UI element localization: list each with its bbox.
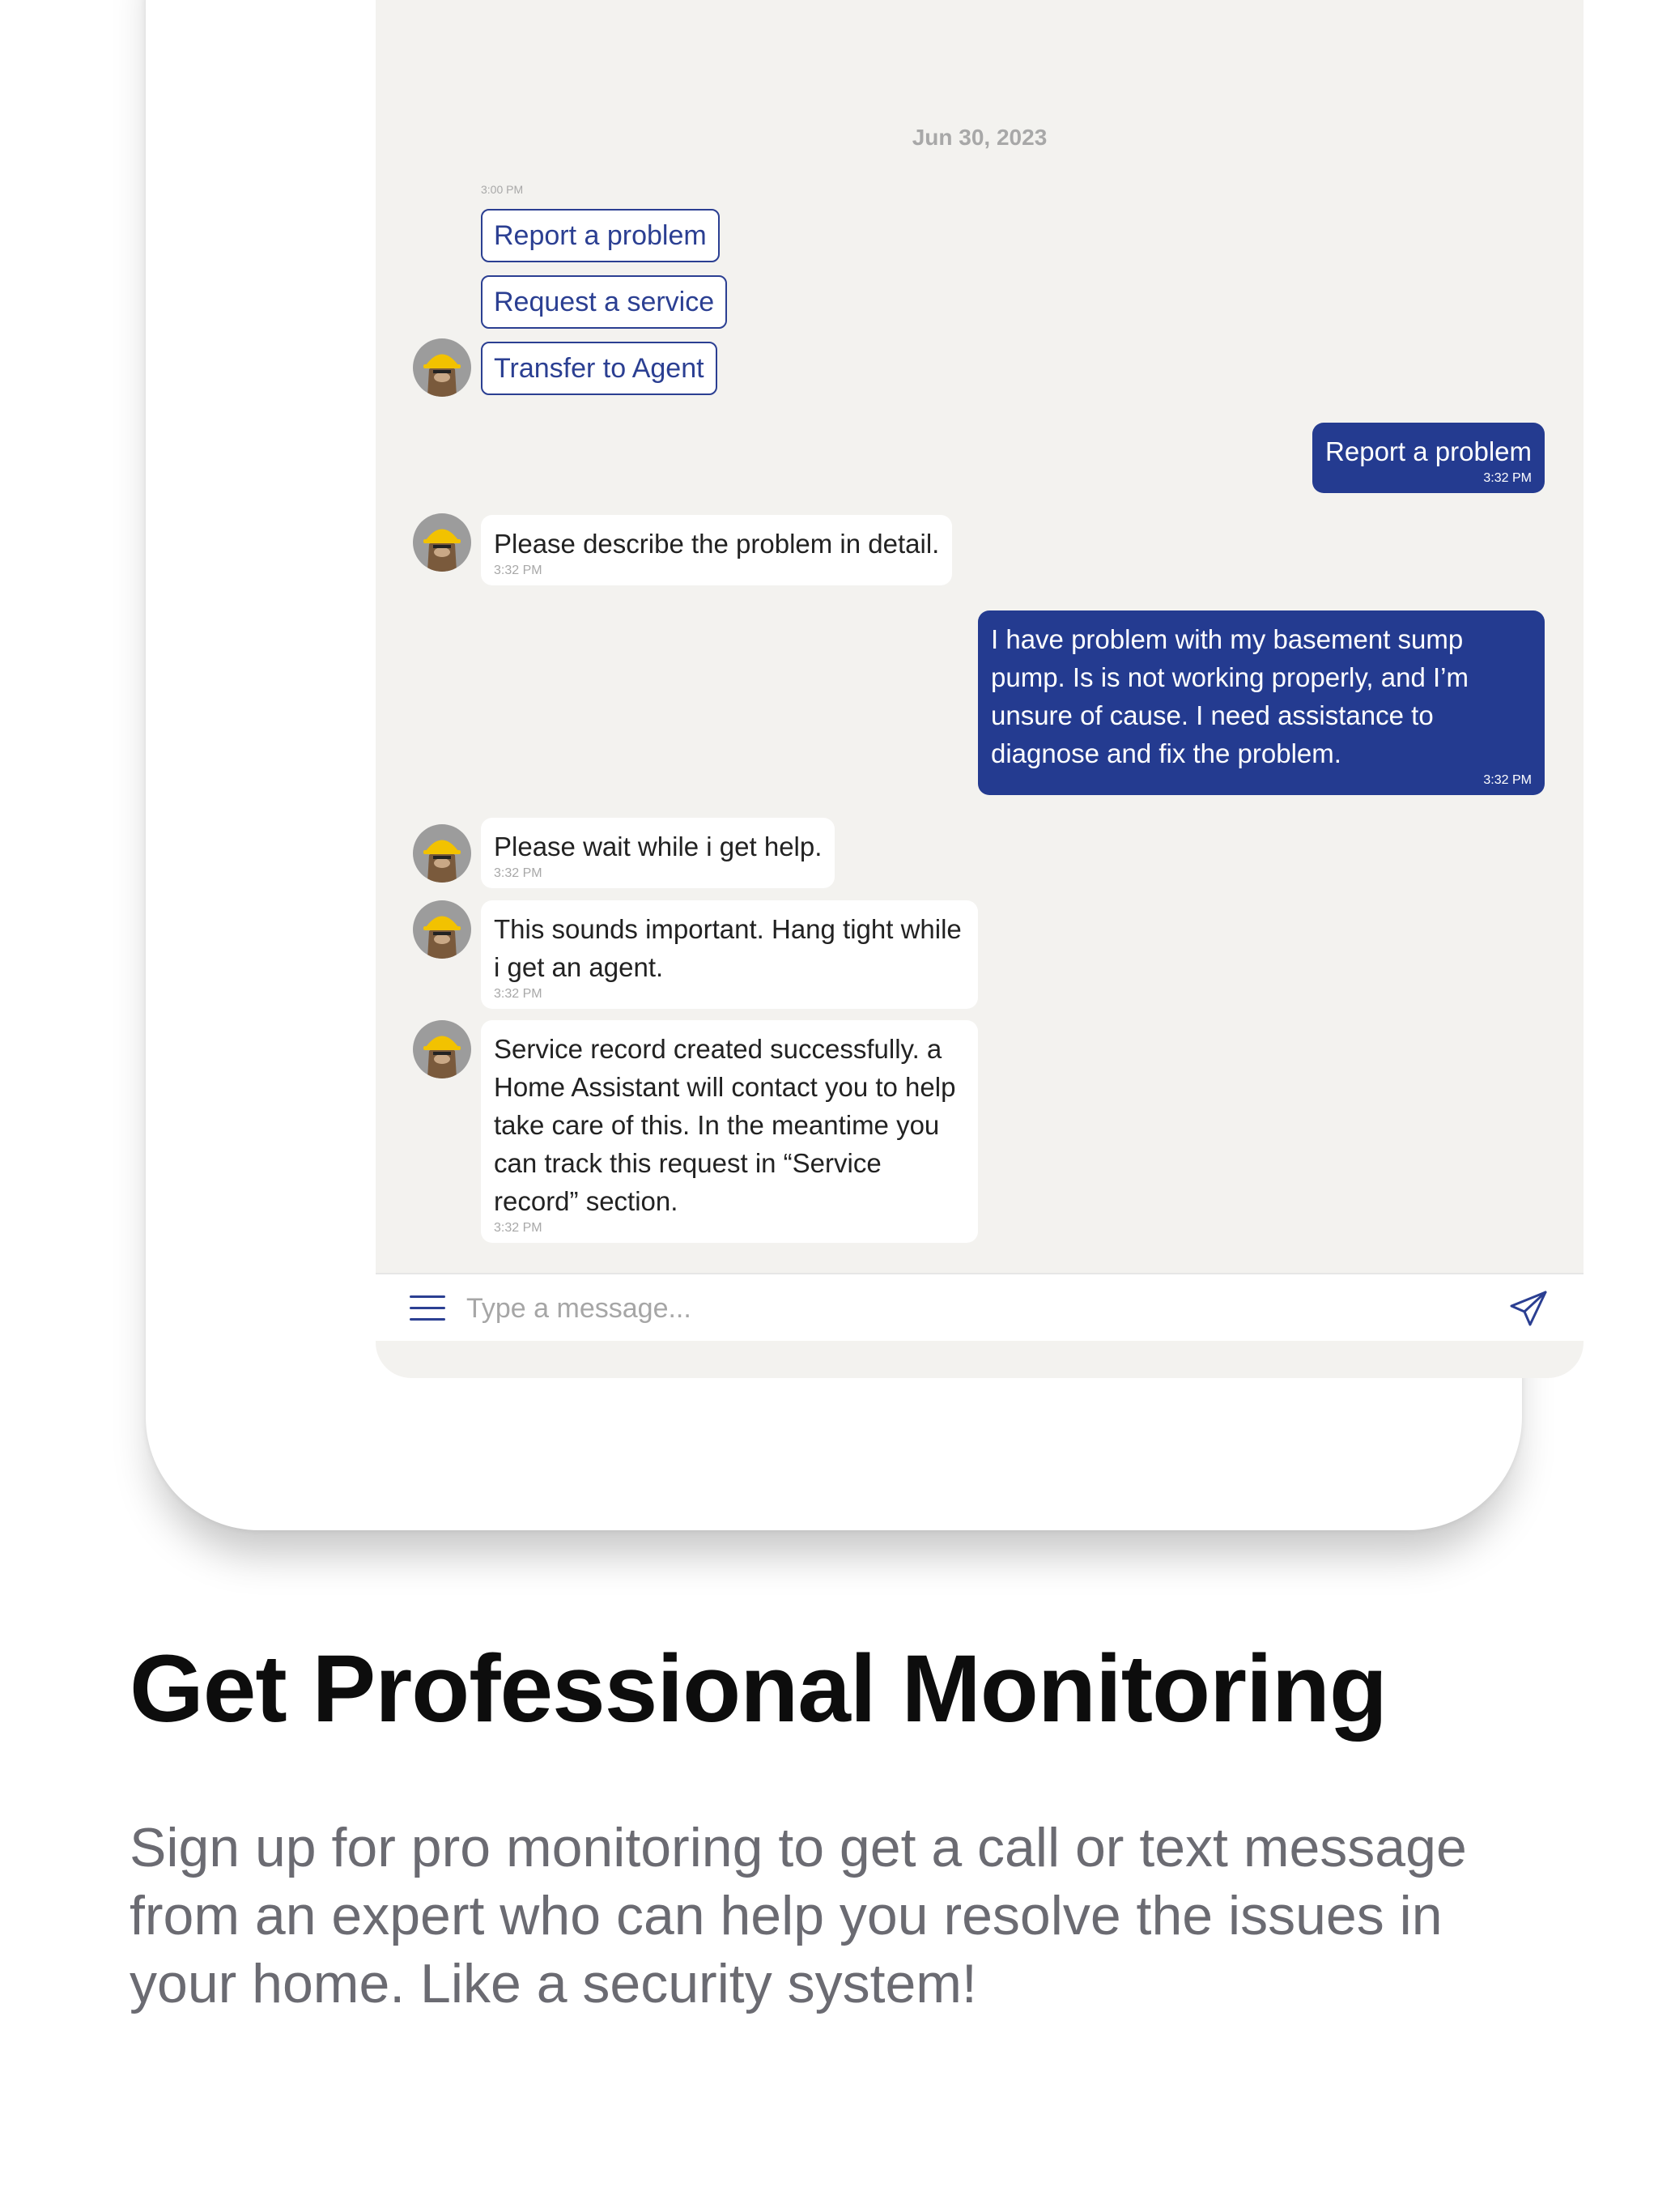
message-timestamp: 3:32 PM [494,866,542,880]
incoming-message [481,900,978,1009]
tablet-frame [146,0,1532,1530]
message-input[interactable] [465,1284,1439,1333]
message-composer [376,1273,1584,1341]
hardhat-bot-icon [413,824,471,883]
outgoing-message [978,610,1545,795]
report-problem-button[interactable]: Report a problem [481,209,720,262]
outgoing-message [1312,423,1545,493]
message-text: Please describe the problem in detail. [494,529,940,559]
message-timestamp: 3:32 PM [494,564,542,577]
request-service-button[interactable]: Request a service [481,275,727,329]
incoming-message [481,515,952,585]
message-text: This sounds important. Hang tight while i get an agent. [494,914,962,982]
promo-description: Sign up for pro monitoring to get a call or text message from an expert who can help you resolve the issues in your home. Like a security system! [130,1817,1467,2014]
bot-avatar [413,900,471,959]
promo-headline: Get Professional Monitoring [130,1636,1387,1742]
incoming-message [481,818,835,888]
bot-avatar [413,338,471,397]
message-timestamp: 3:00 PM [481,183,524,196]
hardhat-bot-icon [413,338,471,397]
message-timestamp: 3:32 PM [494,1221,542,1235]
hardhat-bot-icon [413,900,471,959]
message-timestamp: 3:32 PM [1483,471,1532,485]
chat-screen [376,0,1584,1378]
send-icon[interactable] [1507,1287,1550,1329]
message-timestamp: 3:32 PM [1483,773,1532,787]
message-text: I have problem with my basement sump pump. Is is not working properly, and I’m unsure of cause. I need assistance to diagnose and fix the problem. [991,624,1469,768]
hamburger-menu-icon[interactable] [410,1292,445,1325]
message-text: Please wait while i get help. [494,832,823,861]
hardhat-bot-icon [413,513,471,572]
transfer-to-agent-button[interactable]: Transfer to Agent [481,342,717,395]
bot-avatar [413,513,471,572]
message-timestamp: 3:32 PM [494,987,542,1001]
bot-avatar [413,824,471,883]
message-text: Report a problem [1325,436,1532,466]
message-text: Service record created successfully. a Home Assistant will contact you to help take care of this. In the meantime you can track this request in “Service record” section. [494,1034,956,1216]
bot-avatar [413,1020,471,1078]
date-separator: Jun 30, 2023 [912,125,1048,150]
hardhat-bot-icon [413,1020,471,1078]
incoming-message [481,1020,978,1243]
